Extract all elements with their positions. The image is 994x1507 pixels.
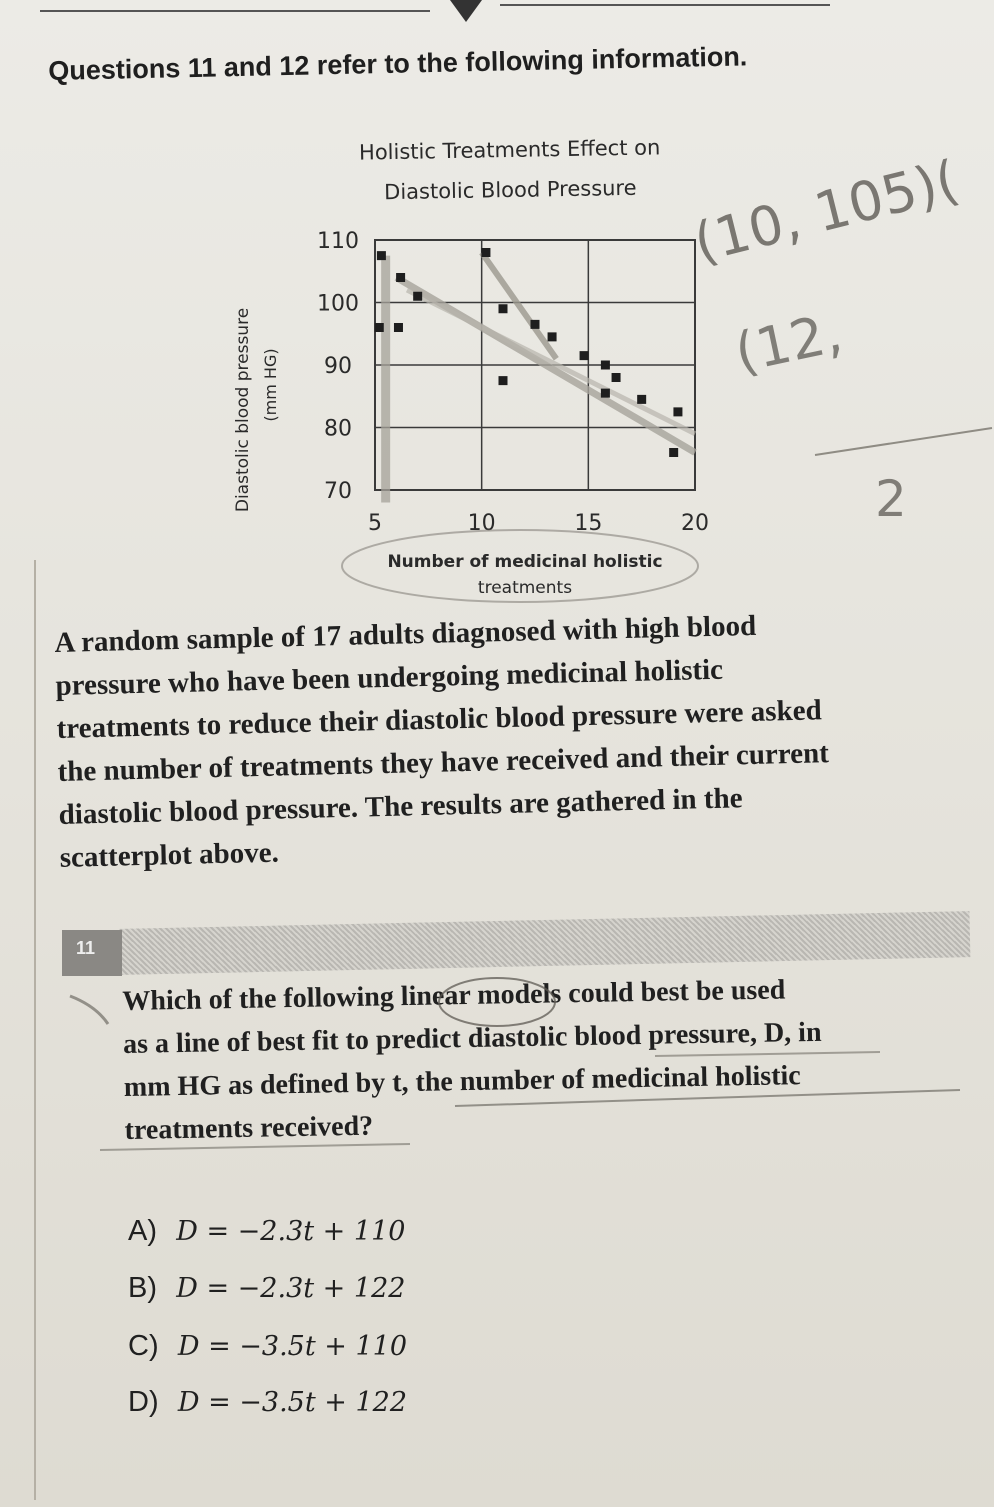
pencil-fit-line <box>482 253 557 359</box>
data-point <box>601 361 610 370</box>
scatterplot <box>210 225 710 605</box>
passage <box>54 600 940 879</box>
data-point <box>413 292 422 301</box>
choice-equation: D = −3.5t + 122 <box>177 1387 408 1418</box>
pencil-fit-line <box>407 290 695 434</box>
answer-choice-d[interactable] <box>128 1386 448 1430</box>
question-stem <box>122 965 965 1152</box>
data-point <box>396 273 405 282</box>
data-point <box>669 448 678 457</box>
y-tick-label: 70 <box>324 479 352 504</box>
choice-letter: B) <box>128 1272 157 1304</box>
data-point <box>548 332 557 341</box>
passage-line: treatments to reduce their diastolic blood pressure were asked <box>56 694 822 745</box>
passage-line: pressure who have been undergoing medicinal holistic <box>55 653 724 702</box>
x-axis-label-line1: Number of medicinal holistic <box>387 552 663 572</box>
passage-line: diastolic blood pressure. The results are gathered in the <box>58 782 743 831</box>
top-rule <box>40 10 430 12</box>
y-tick-label: 90 <box>324 354 352 379</box>
choice-letter: A) <box>128 1215 157 1247</box>
answer-choice-b[interactable] <box>128 1272 448 1316</box>
answer-choice-c[interactable] <box>128 1330 448 1374</box>
x-tick-label: 5 <box>368 511 382 536</box>
y-tick-label: 80 <box>324 416 352 442</box>
x-tick-labels <box>368 511 709 536</box>
handwritten-denominator: 2 <box>875 470 907 528</box>
handwritten-point-1: (10, 105)( <box>687 148 965 275</box>
chart-grid <box>375 240 695 490</box>
section-header: Questions 11 and 12 refer to the following information. <box>48 41 748 86</box>
data-point <box>637 395 646 404</box>
y-tick-label: 100 <box>317 291 359 317</box>
choice-letter: D) <box>128 1386 159 1418</box>
x-tick-label: 20 <box>681 511 709 536</box>
y-tick-label: 110 <box>317 229 359 254</box>
question-number: 11 <box>62 930 122 976</box>
left-margin-rule <box>34 560 36 1500</box>
choice-letter: C) <box>128 1330 159 1362</box>
choice-equation: D = −3.5t + 110 <box>177 1331 408 1362</box>
question-line: Which of the following linear models could best be used <box>122 974 786 1017</box>
y-axis-label-line2: (mm HG) <box>261 348 280 422</box>
data-point <box>499 304 508 313</box>
top-rule-right <box>500 4 830 6</box>
data-point <box>394 323 403 332</box>
data-point <box>375 323 384 332</box>
question-line: treatments received? <box>124 1110 374 1146</box>
data-point <box>481 248 490 257</box>
data-point <box>377 251 386 260</box>
passage-line: A random sample of 17 adults diagnosed with high blood <box>54 609 757 659</box>
data-point <box>673 407 682 416</box>
data-point <box>580 351 589 360</box>
data-point <box>601 389 610 398</box>
question-line: mm HG as defined by t, the number of medicinal holistic <box>123 1060 801 1103</box>
x-axis-label-line2: treatments <box>477 578 573 598</box>
choice-equation: D = −2.3t + 122 <box>176 1273 406 1304</box>
x-tick-label: 15 <box>574 511 603 536</box>
choice-equation: D = −2.3t + 110 <box>176 1216 406 1247</box>
data-point <box>612 373 621 382</box>
hand-drawn-fit-lines <box>386 253 695 503</box>
handwritten-point-2: (12, <box>729 300 848 385</box>
x-tick-label: 10 <box>467 511 496 536</box>
chart-title-line2: Diastolic Blood Pressure <box>383 175 637 205</box>
question-line: as a line of best fit to predict diastolic blood pressure, D, in <box>122 1016 822 1060</box>
chart-title-line1: Holistic Treatments Effect on <box>358 135 661 165</box>
top-arrow-marker <box>450 0 482 22</box>
data-point <box>499 376 508 385</box>
passage-line: the number of treatments they have received and their current <box>57 737 830 788</box>
y-tick-labels <box>317 229 359 504</box>
y-axis-label-line1: Diastolic blood pressure <box>233 307 253 513</box>
answer-choice-a[interactable] <box>128 1215 448 1259</box>
data-point <box>531 320 540 329</box>
passage-line: scatterplot above. <box>59 836 280 874</box>
chart-title <box>299 126 720 213</box>
